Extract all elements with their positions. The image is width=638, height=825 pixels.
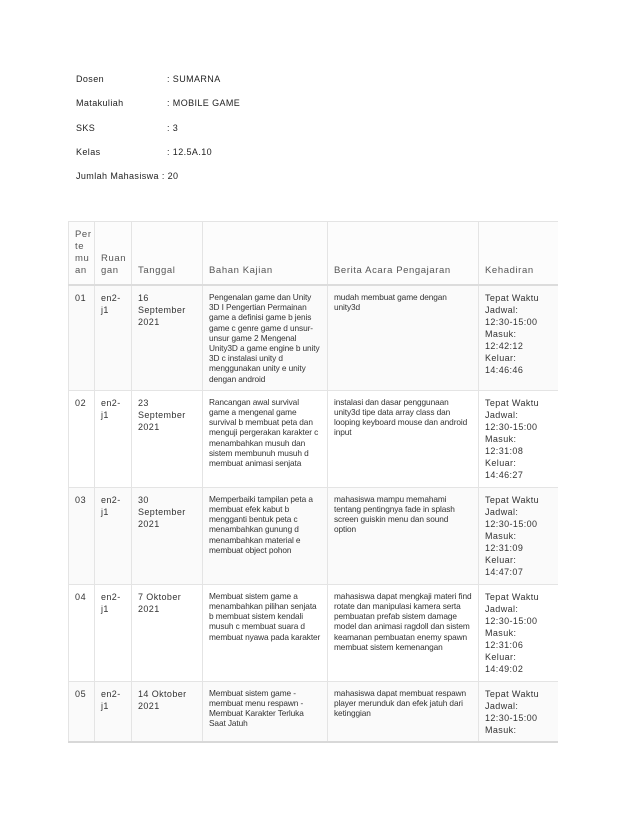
kehadiran-line: Tepat Waktu (485, 688, 540, 699)
kehadiran-line: Masuk: (485, 329, 517, 339)
kehadiran-line: 14:46:46 (485, 365, 524, 375)
header-pertemuan-part: te (75, 241, 85, 252)
cell-bahan-kajian: Rancangan awal survival game a mengenal game survival b membuat peta dan menguji pergerakan karakter c menambahkan musuh dan sistem membunuh musuh d membuat animasi senjata (203, 390, 328, 487)
kehadiran-line: Keluar: (485, 554, 517, 565)
attendance-table (68, 221, 558, 743)
tanggal-part: 14 Oktober (138, 688, 187, 699)
table-header-row (69, 222, 559, 286)
table-row (69, 285, 559, 390)
kehadiran-line: Keluar: (485, 651, 517, 662)
dosen-value: : SUMARNA (167, 74, 221, 84)
info-row-matakuliah (76, 98, 241, 122)
ruangan-part: en2- (101, 591, 121, 602)
tanggal-part: 23 (138, 397, 149, 408)
cell-berita-acara: mahasiswa dapat membuat respawn player merunduk dan efek jatuh dari ketinggian (328, 681, 479, 742)
kelas-label: Kelas (76, 146, 101, 157)
table-row (69, 681, 559, 742)
cell-berita-acara: mahasiswa dapat mengkaji materi find rotate dan manipulasi kamera serta pembuatan prefab sistem damage model dan animasi ragdoll dan sistem keamanan pembuatan enemy spawn membuat sistem kemenangan (328, 584, 479, 681)
cell-pertemuan: 01 (69, 285, 95, 390)
table-row (69, 584, 559, 681)
kehadiran-line: Tepat Waktu (485, 591, 540, 602)
header-tanggal: Tanggal (132, 222, 203, 286)
kehadiran-line: Jadwal: (485, 305, 519, 315)
cell-pertemuan: 04 (69, 584, 95, 681)
kehadiran-line: 12:31:06 (485, 639, 524, 650)
kehadiran-line: Jadwal: (485, 700, 519, 711)
cell-tanggal (132, 681, 203, 742)
kehadiran-line: 12:30-15:00 (485, 317, 538, 327)
cell-bahan-kajian: Membuat sistem game a menambahkan pilihan senjata b membuat sistem kendali musuh c membuat suara d membuat nyawa pada karakter (203, 584, 328, 681)
cell-kehadiran (479, 285, 559, 390)
cell-kehadiran (479, 681, 559, 742)
cell-bahan-kajian: Pengenalan game dan Unity 3D I Pengertian Permainan game a definisi game b jenis game c genre game d unsur-unsur game 2 Mengenal Unity3D a game engine b unity 3D c instalasi unity d menggunakan unity e unity dengan android (203, 285, 328, 390)
cell-ruangan (95, 390, 132, 487)
kehadiran-line: Jadwal: (485, 506, 519, 517)
kehadiran-line: Jadwal: (485, 409, 519, 420)
kehadiran-line: 14:47:07 (485, 566, 524, 577)
tanggal-part: 2021 (138, 603, 160, 614)
attendance-table-container (68, 221, 558, 743)
tanggal-part: 2021 (138, 700, 160, 711)
header-ruangan (95, 222, 132, 286)
tanggal-part: 7 Oktober (138, 591, 182, 602)
kehadiran-line: 12:30-15:00 (485, 712, 538, 723)
header-berita-acara: Berita Acara Pengajaran (328, 222, 479, 286)
cell-ruangan (95, 681, 132, 742)
cell-tanggal (132, 285, 203, 390)
kehadiran-line: Masuk: (485, 530, 517, 541)
kehadiran-line: 12:31:08 (485, 445, 524, 456)
table-row (69, 390, 559, 487)
cell-tanggal (132, 584, 203, 681)
ruangan-part: en2- (101, 293, 121, 303)
cell-berita-acara: mudah membuat game dengan unity3d (328, 285, 479, 390)
tanggal-part: 2021 (138, 421, 160, 432)
kehadiran-line: 12:30-15:00 (485, 421, 538, 432)
tanggal-part: September (138, 305, 186, 315)
cell-kehadiran (479, 390, 559, 487)
course-info (76, 74, 241, 195)
matakuliah-label: Matakuliah (76, 98, 124, 109)
matakuliah-value: : MOBILE GAME (167, 98, 241, 109)
cell-berita-acara: instalasi dan dasar penggunaan unity3d tipe data array class dan looping keyboard mouse dan android input (328, 390, 479, 487)
header-ruangan-part: Ruan (101, 253, 127, 264)
kehadiran-line: 12:30-15:00 (485, 615, 538, 626)
cell-ruangan (95, 487, 132, 584)
cell-ruangan (95, 285, 132, 390)
table-row (69, 487, 559, 584)
tanggal-part: 2021 (138, 518, 160, 529)
kehadiran-line: Tepat Waktu (485, 397, 540, 408)
tanggal-part: 30 (138, 494, 149, 505)
cell-bahan-kajian: Membuat sistem game - membuat menu respawn - Membuat Karakter Terluka Saat Jatuh (203, 681, 328, 742)
sks-label: SKS (76, 122, 96, 133)
cell-tanggal (132, 390, 203, 487)
cell-tanggal (132, 487, 203, 584)
tanggal-part: September (138, 409, 186, 420)
jumlah-mahasiswa: Jumlah Mahasiswa : 20 (76, 171, 179, 182)
kehadiran-line: Masuk: (485, 627, 517, 638)
info-row-sks (76, 123, 178, 147)
ruangan-part: en2- (101, 688, 121, 699)
sks-value: : 3 (167, 122, 179, 133)
kehadiran-line: 14:49:02 (485, 663, 524, 674)
kehadiran-line: Tepat Waktu (485, 494, 540, 505)
ruangan-part: j1 (101, 700, 109, 711)
dosen-label: Dosen (76, 74, 105, 84)
kehadiran-line: Jadwal: (485, 603, 519, 614)
cell-kehadiran (479, 487, 559, 584)
header-bahan-kajian: Bahan Kajian (203, 222, 328, 286)
ruangan-part: j1 (101, 409, 109, 420)
kehadiran-line: 12:30-15:00 (485, 518, 538, 529)
header-pertemuan-part: Per (75, 229, 92, 240)
ruangan-part: j1 (101, 506, 109, 517)
kehadiran-line: 12:42:12 (485, 341, 524, 351)
cell-pertemuan: 05 (69, 681, 95, 742)
ruangan-part: j1 (101, 603, 109, 614)
cell-pertemuan: 03 (69, 487, 95, 584)
kehadiran-line: Masuk: (485, 433, 517, 444)
ruangan-part: j1 (101, 305, 109, 315)
info-row-jumlah (76, 171, 178, 195)
header-ruangan-part: gan (101, 265, 119, 276)
kehadiran-line: Masuk: (485, 724, 517, 735)
header-pertemuan-part: an (75, 265, 87, 276)
kehadiran-line: 12:31:09 (485, 542, 524, 553)
info-row-dosen (76, 74, 221, 98)
kehadiran-line: 14:46:27 (485, 469, 524, 480)
tanggal-part: 16 (138, 293, 149, 303)
header-pertemuan-part: mu (75, 253, 90, 264)
tanggal-part: September (138, 506, 186, 517)
cell-berita-acara: mahasiswa mampu memahami tentang pentingnya fade in splash screen guiskin menu dan sound option (328, 487, 479, 584)
cell-ruangan (95, 584, 132, 681)
header-pertemuan (69, 222, 95, 286)
header-kehadiran: Kehadiran (479, 222, 559, 286)
kehadiran-line: Tepat Waktu (485, 293, 540, 303)
cell-pertemuan: 02 (69, 390, 95, 487)
ruangan-part: en2- (101, 494, 121, 505)
ruangan-part: en2- (101, 397, 121, 408)
kehadiran-line: Keluar: (485, 457, 517, 468)
kelas-value: : 12.5A.10 (167, 146, 213, 157)
info-row-kelas (76, 146, 213, 171)
tanggal-part: 2021 (138, 317, 160, 327)
kehadiran-line: Keluar: (485, 353, 517, 363)
cell-bahan-kajian: Memperbaiki tampilan peta a membuat efek kabut b mengganti bentuk peta c menambahkan gunung d menambahkan material e membuat object pohon (203, 487, 328, 584)
cell-kehadiran (479, 584, 559, 681)
